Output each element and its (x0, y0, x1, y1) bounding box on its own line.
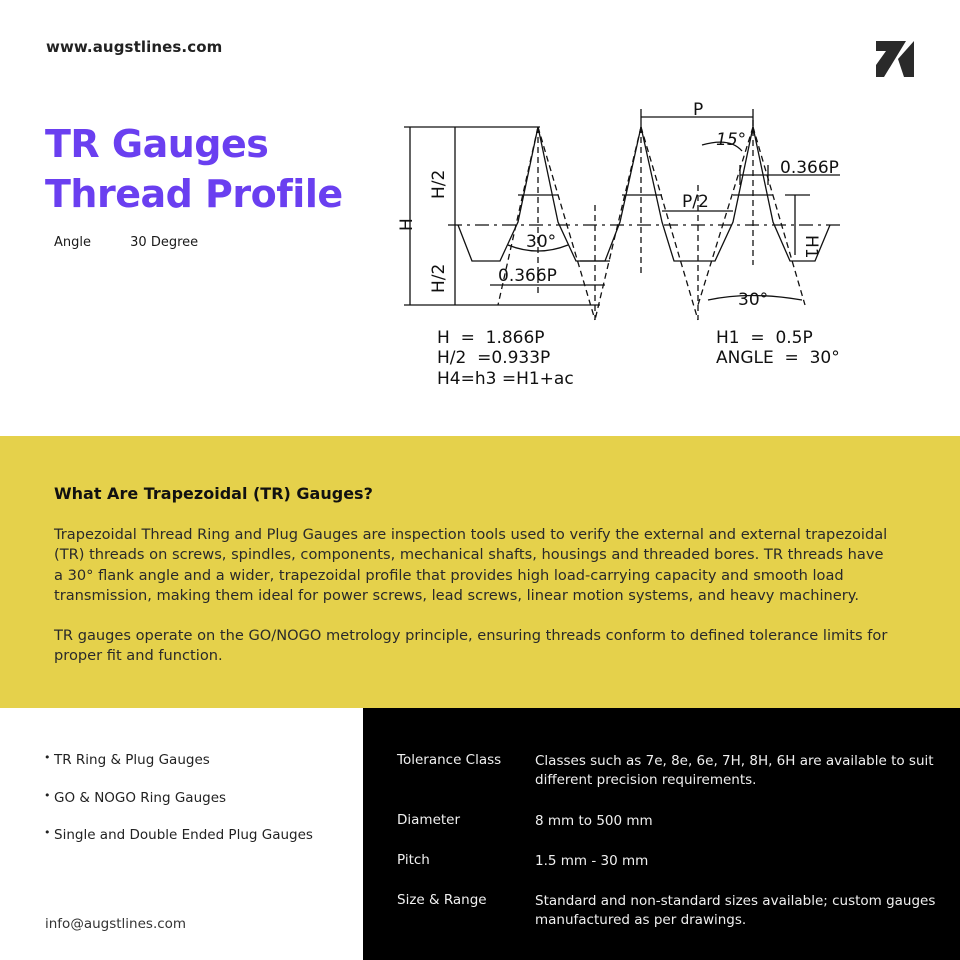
flank-ext-2 (538, 127, 595, 320)
title-line-2: Thread Profile (45, 172, 343, 216)
angle-value: 30 Degree (130, 235, 199, 250)
label-p: P (693, 100, 704, 120)
specs-panel (363, 708, 960, 960)
about-title: What Are Trapezoidal (TR) Gauges? (54, 484, 373, 503)
label-h-half-top: H/2 (429, 169, 449, 199)
title-line-1: TR Gauges (45, 122, 269, 166)
about-section (0, 436, 960, 708)
spec-value: 1.5 mm - 30 mm (535, 853, 649, 869)
label-0366-top: 0.366P (780, 158, 839, 178)
spec-value: 8 mm to 500 mm (535, 813, 653, 829)
product-label: TR Ring & Plug Gauges (54, 752, 210, 768)
products-section (0, 708, 363, 960)
label-angle-30-right: 30° (738, 290, 769, 310)
header-section (0, 0, 960, 436)
label-h1: H1 (801, 235, 821, 259)
spec-value: Standard and non-standard sizes available; custom gauges manufactured as per drawings. (535, 893, 936, 928)
spec-key: Tolerance Class (397, 752, 502, 768)
flank-ext-5 (698, 127, 753, 305)
formula-h4: H4=h3 =H1+ac (437, 369, 574, 389)
formula-angle: ANGLE = 30° (716, 348, 840, 368)
contact-email[interactable]: info@augstlines.com (45, 916, 187, 932)
formula-h1: H1 = 0.5P (716, 328, 813, 348)
label-h: H (397, 218, 417, 231)
angle-spec (54, 235, 198, 250)
list-item (44, 827, 313, 865)
label-angle-15: 15° (716, 130, 747, 150)
spec-key: Size & Range (397, 892, 487, 908)
list-item (44, 752, 313, 790)
bullet-icon: • (44, 826, 51, 839)
page-title (45, 119, 343, 219)
spec-key: Pitch (397, 852, 430, 868)
bullet-icon: • (44, 788, 51, 802)
list-item (44, 790, 313, 828)
label-0366-bottom: 0.366P (498, 266, 557, 286)
label-angle-30-left: 30° (526, 232, 557, 252)
formula-h: H = 1.866P (437, 328, 545, 348)
formula-h2: H/2 =0.933P (437, 348, 551, 368)
augstlines-logo-icon (876, 41, 914, 77)
thread-profile-diagram (390, 95, 860, 395)
angle-label: Angle (54, 235, 91, 250)
flank-ext-6 (753, 127, 805, 305)
flank-ext-4 (641, 127, 698, 320)
bullet-icon: • (44, 751, 51, 764)
label-h-half-bottom: H/2 (429, 263, 449, 293)
about-paragraph-1: Trapezoidal Thread Ring and Plug Gauges are inspection tools used to verify the external and external trapezoidal (TR) threads on screws, spindles, components, mechanical shafts, housings and threaded bores. TR threads have a 30° flank angle and a wider, trapezoidal profile that provides high load-carrying capacity and smooth load transmission, making them ideal for power screws, lead screws, linear motion systems, and heavy machinery. (54, 526, 888, 605)
spec-key: Diameter (397, 812, 461, 828)
product-label: GO & NOGO Ring Gauges (54, 789, 227, 806)
label-p-half: P/2 (682, 192, 709, 212)
website-link[interactable]: www.augstlines.com (46, 38, 223, 56)
product-label: Single and Double Ended Plug Gauges (54, 827, 313, 843)
product-list (44, 752, 313, 865)
spec-value: Classes such as 7e, 8e, 6e, 7H, 8H, 6H are available to suit different precision requirements. (535, 753, 934, 788)
about-paragraph-2: TR gauges operate on the GO/NOGO metrology principle, ensuring threads conform to defined tolerance limits for proper fit and function. (54, 627, 888, 665)
